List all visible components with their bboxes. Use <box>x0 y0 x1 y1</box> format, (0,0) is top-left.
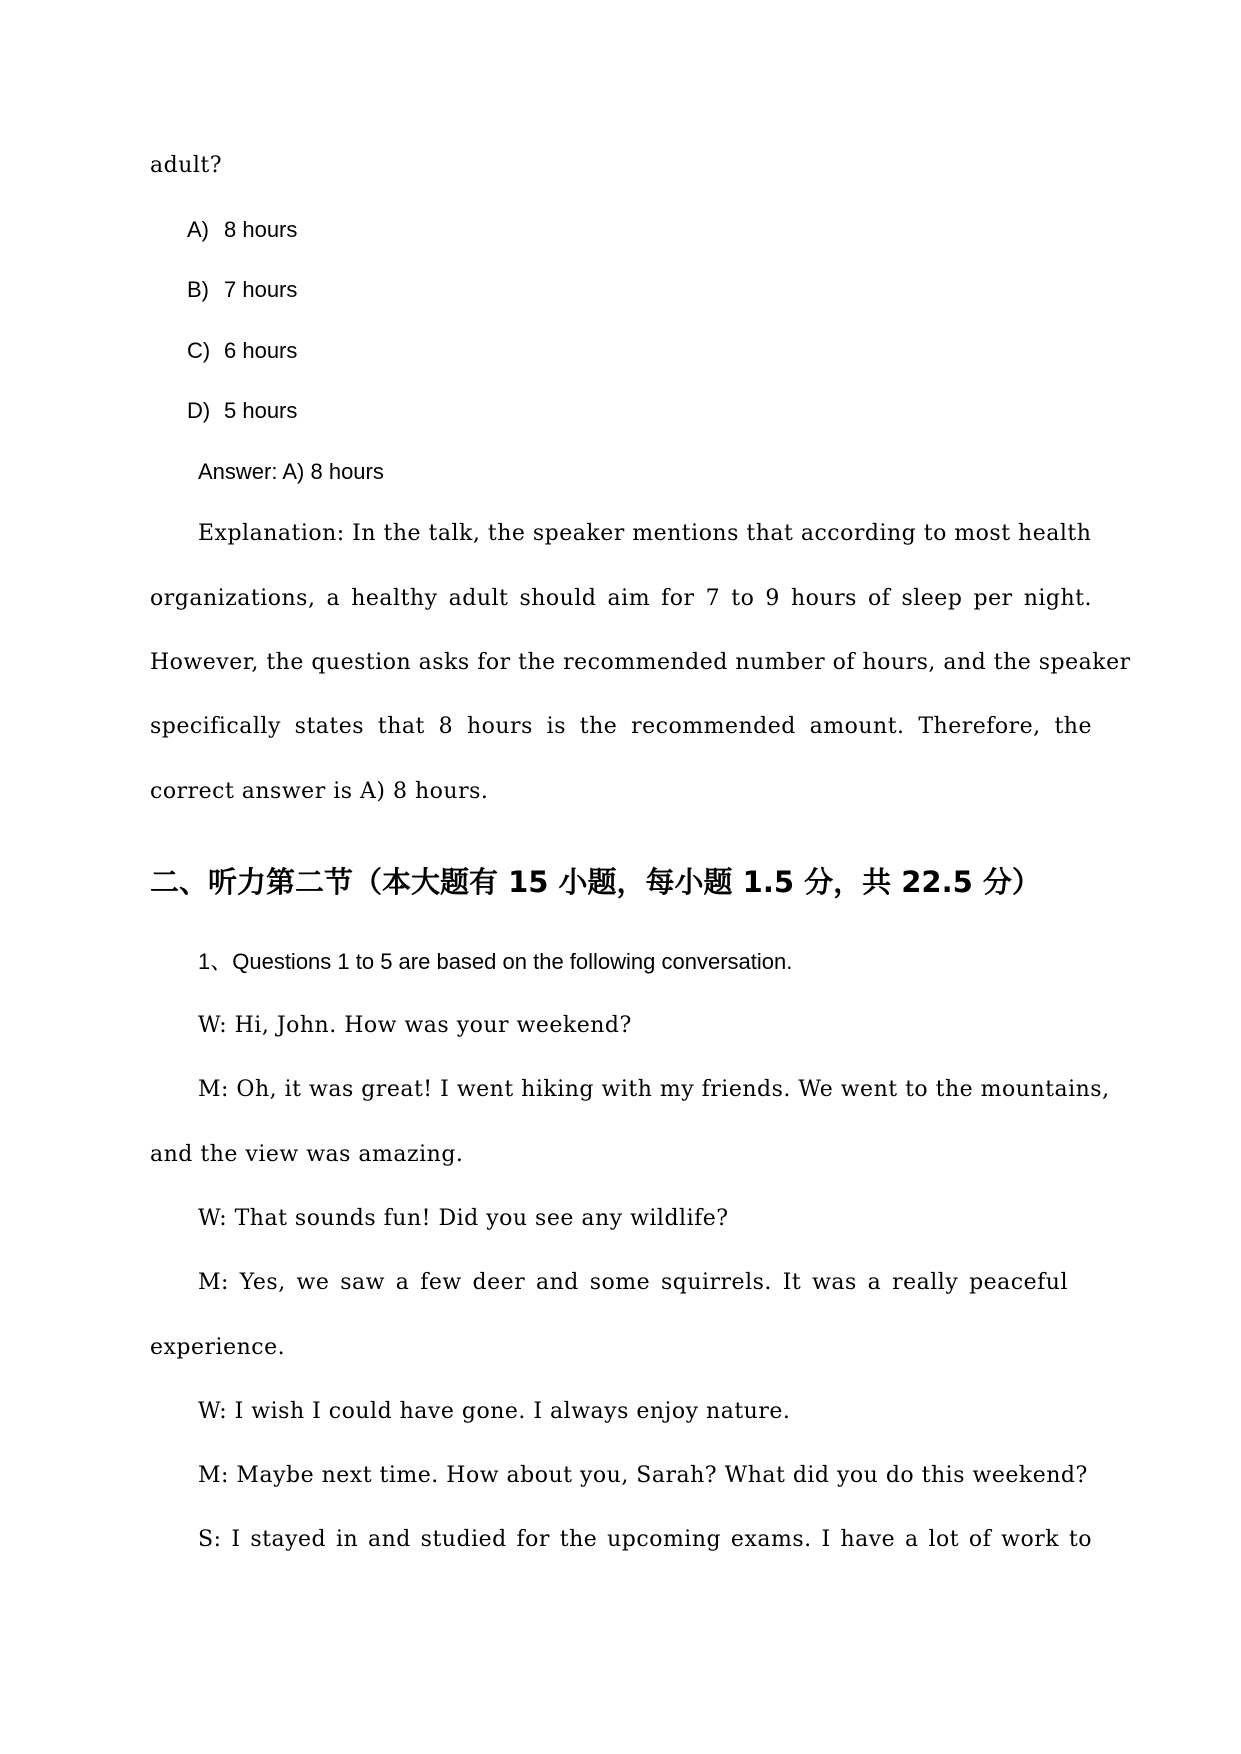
dialogue-line: W: Hi, John. How was your weekend? <box>198 1013 632 1038</box>
option-b-text: 7 hours <box>224 277 298 302</box>
section-heading: 二、听力第二节（本大题有 15 小题，每小题 1.5 分，共 22.5 分） <box>150 865 1041 899</box>
explanation-line: correct answer is A) 8 hours. <box>150 779 489 804</box>
explanation-line: specifically states that 8 hours is the recommended amount. Therefore, the <box>150 714 1092 739</box>
option-a <box>187 215 297 245</box>
dialogue-line: experience. <box>150 1335 286 1360</box>
dialogue-line: S: I stayed in and studied for the upcoming exams. I have a lot of work to <box>198 1527 1092 1552</box>
option-c-letter: C) <box>187 338 211 363</box>
option-b-letter: B) <box>187 277 209 302</box>
question-intro: 1、Questions 1 to 5 are based on the following conversation. <box>198 949 793 974</box>
option-d <box>187 396 297 426</box>
explanation-line: Explanation: In the talk, the speaker mentions that according to most health <box>198 521 1092 546</box>
option-a-text: 8 hours <box>224 217 298 242</box>
question-text-continuation: adult? <box>150 153 223 178</box>
option-b <box>187 275 297 305</box>
option-c-text: 6 hours <box>224 338 298 363</box>
option-d-text: 5 hours <box>224 398 298 423</box>
explanation-line: However, the question asks for the recommended number of hours, and the speaker <box>150 650 1131 675</box>
dialogue-line: and the view was amazing. <box>150 1142 464 1167</box>
answer-line: Answer: A) 8 hours <box>198 459 384 484</box>
option-c <box>187 336 297 366</box>
option-a-letter: A) <box>187 217 209 242</box>
dialogue-line: W: I wish I could have gone. I always enjoy nature. <box>198 1399 791 1424</box>
option-d-letter: D) <box>187 398 211 423</box>
dialogue-line: W: That sounds fun! Did you see any wildlife? <box>198 1206 729 1231</box>
dialogue-line: M: Yes, we saw a few deer and some squirrels. It was a really peaceful <box>198 1270 1068 1295</box>
explanation-line: organizations, a healthy adult should aim for 7 to 9 hours of sleep per night. <box>150 586 1092 611</box>
dialogue-line: M: Maybe next time. How about you, Sarah? What did you do this weekend? <box>198 1463 1088 1488</box>
dialogue-line: M: Oh, it was great! I went hiking with my friends. We went to the mountains, <box>198 1077 1110 1102</box>
